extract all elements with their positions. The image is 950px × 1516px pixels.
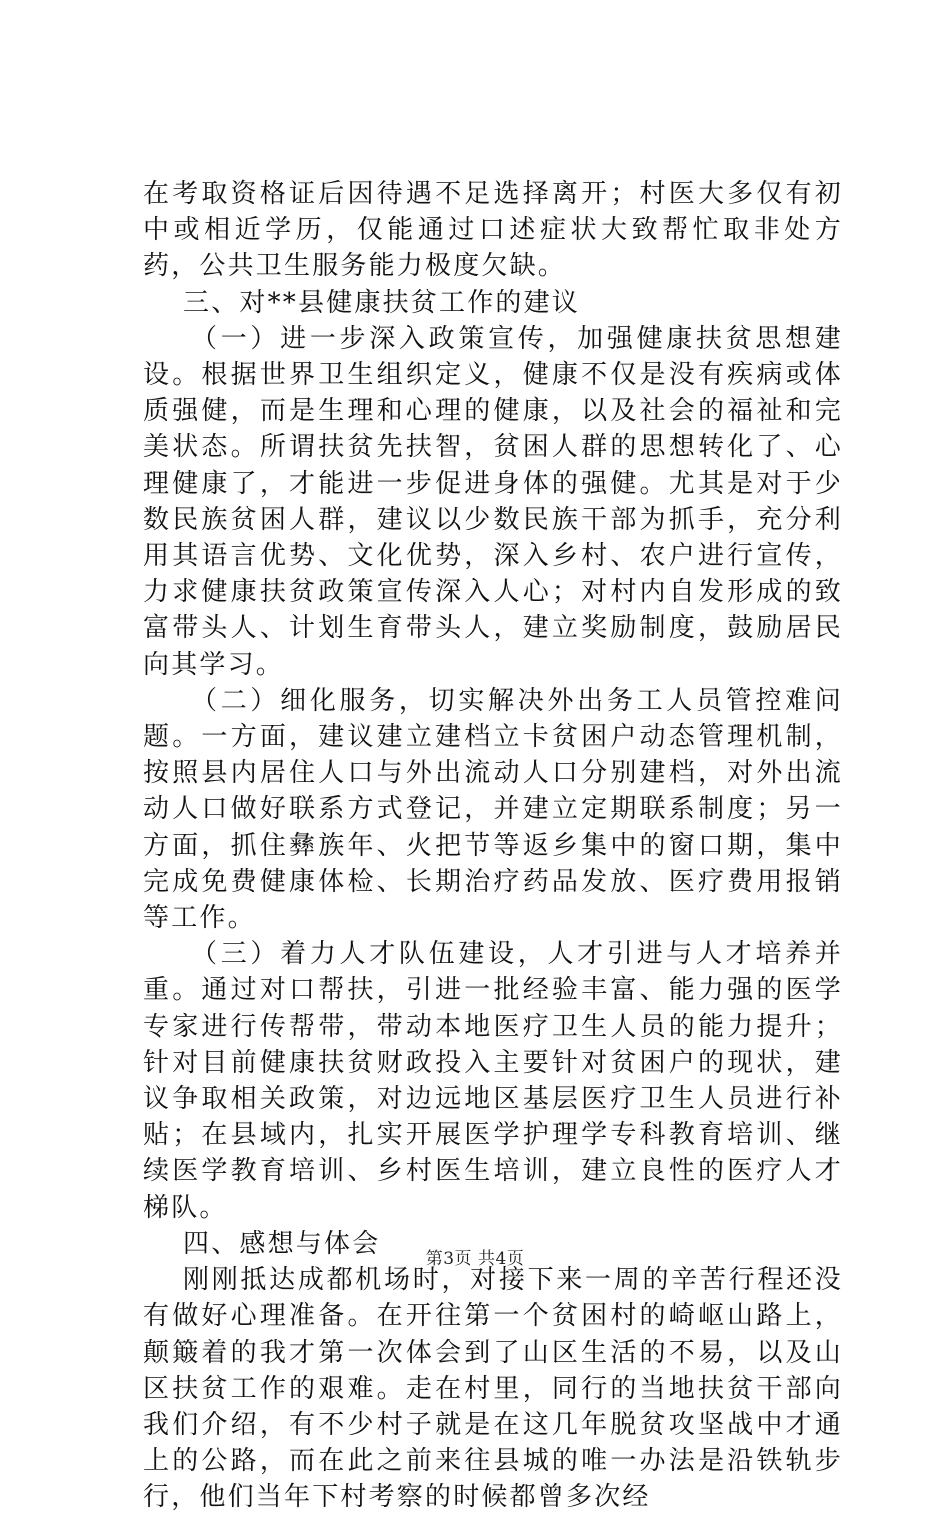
document-body — [143, 176, 843, 1516]
paragraph-suggestion-1: （一）进一步深入政策宣传，加强健康扶贫思想建设。根据世界卫生组织定义，健康不仅是没有疾病或体质强健，而是生理和心理的健康，以及社会的福祉和完美状态。所谓扶贫先扶智，贫困人群的思想转化了、心理健康了，才能进一步促进身体的强健。尤其是对于少数民族贫困人群，建议以少数民族干部为抓手，充分利用其语言优势、文化优势，深入乡村、农户进行宣传，力求健康扶贫政策宣传深入人心；对村内自发形成的致富带头人、计划生育带头人，建立奖励制度，鼓励居民向其学习。 — [143, 323, 843, 680]
section-heading-4: 四、感想与体会 — [183, 1228, 381, 1259]
paragraph-continuation: 在考取资格证后因待遇不足选择离开；村医大多仅有初中或相近学历，仅能通过口述症状大致帮忙取非处方药，公共卫生服务能力极度欠缺。 — [143, 179, 843, 282]
section-heading-3: 三、对**县健康扶贫工作的建议 — [183, 287, 581, 318]
paragraph-suggestion-2: （二）细化服务，切实解决外出务工人员管控难问题。一方面，建议建立建档立卡贫困户动态管理机制，按照县内居住人口与外出流动人口分别建档，对外出流动人口做好联系方式登记，并建立定期联系制度；另一方面，抓住彝族年、火把节等返乡集中的窗口期，集中完成免费健康体检、长期治疗药品发放、医疗费用报销等工作。 — [143, 685, 843, 934]
paragraph-suggestion-3: （三）着力人才队伍建设，人才引进与人才培养并重。通过对口帮扶，引进一批经验丰富、能力强的医学专家进行传帮带，带动本地医疗卫生人员的能力提升；针对目前健康扶贫财政投入主要针对贫困户的现状，建议争取相关政策，对边远地区基层医疗卫生人员进行补贴；在县域内，扎实开展医学护理学专科教育培训、继续医学教育培训、乡村医生培训，建立良性的医疗人才梯队。 — [143, 939, 843, 1223]
paragraph-reflection: 刚刚抵达成都机场时，对接下来一周的辛苦行程还没有做好心理准备。在开往第一个贫困村的崎岖山路上，颠簸着的我才第一次体会到了山区生活的不易，以及山区扶贫工作的艰难。走在村里，同行的当地扶贫干部向我们介绍，有不少村子就是在这几年脱贫攻坚战中才通上的公路，而在此之前来往县城的唯一办法是沿铁轨步行，他们当年下村考察的时候都曾多次经 — [143, 1265, 843, 1513]
page-footer: 第3页 共4页 — [425, 1249, 525, 1269]
